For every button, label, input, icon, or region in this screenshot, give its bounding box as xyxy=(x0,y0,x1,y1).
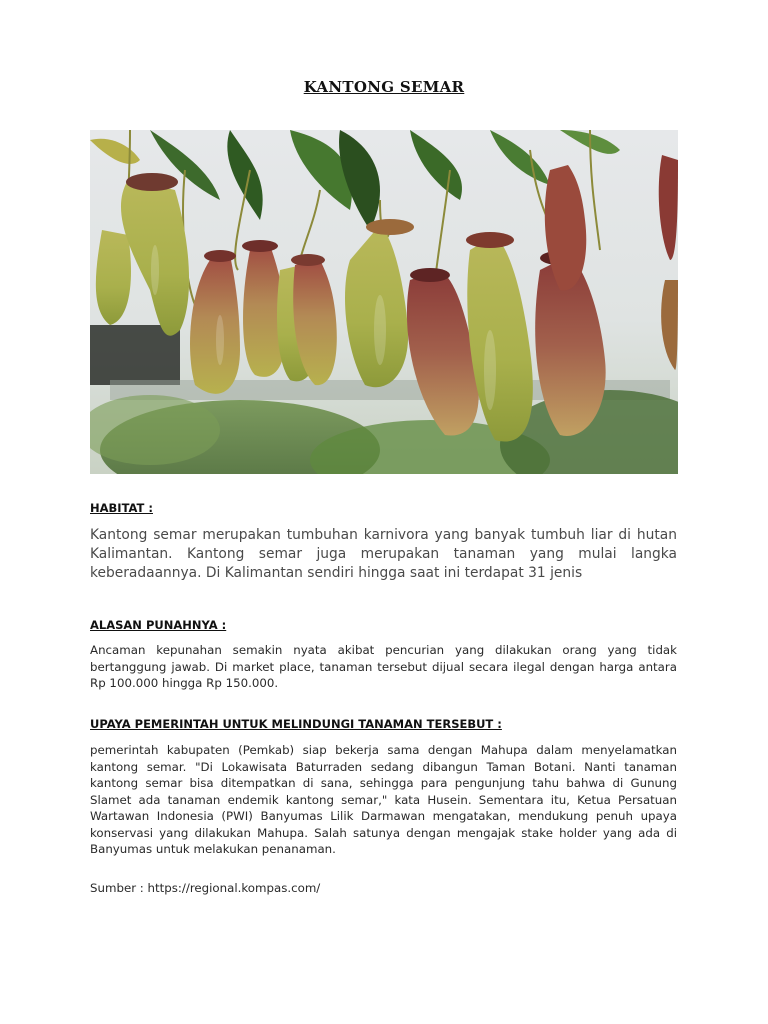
alasan-punahnya-heading: ALASAN PUNAHNYA : xyxy=(90,618,227,632)
upaya-pemerintah-paragraph: pemerintah kabupaten (Pemkab) siap bekerja sama dengan Mahupa dalam menyelamatkan kantong semar. "Di Lokawisata Baturraden sedang dibangun Taman Botani. Nanti tanaman kantong semar bisa ditempatkan di sana, sehingga para pengunjung tahu bahwa di Gunung Slamet ada tanaman endemik kantong semar," kata Husein. Sementara itu, Ketua Persatuan Wartawan Indonesia (PWI) Banyumas Lilik Darmawan mengatakan, mendukung penuh upaya konservasi yang dilakukan Mahupa. Salah satunya dengan mengajak stake holder yang ada di Banyumas untuk melakukan penanaman. xyxy=(90,743,677,856)
pitcher-plant-photo xyxy=(90,130,678,474)
source-citation: Sumber : https://regional.kompas.com/ xyxy=(90,881,321,895)
alasan-punahnya-paragraph: Ancaman kepunahan semakin nyata akibat pencurian yang dilakukan orang yang tidak bertanggung jawab. Di market place, tanaman tersebut dijual secara ilegal dengan harga antara Rp 100.000 hingga Rp 150.000. xyxy=(90,643,677,690)
document-title: KANTONG SEMAR xyxy=(303,78,465,96)
habitat-heading: HABITAT : xyxy=(90,501,153,515)
upaya-pemerintah-heading: UPAYA PEMERINTAH UNTUK MELINDUNGI TANAMAN TERSEBUT : xyxy=(90,717,502,731)
habitat-paragraph: Kantong semar merupakan tumbuhan karnivora yang banyak tumbuh liar di hutan Kalimantan. Kantong semar juga merupakan tanaman yang mulai langka keberadaannya. Di Kalimantan sendiri hingga saat ini terdapat 31 jenis xyxy=(90,527,677,581)
